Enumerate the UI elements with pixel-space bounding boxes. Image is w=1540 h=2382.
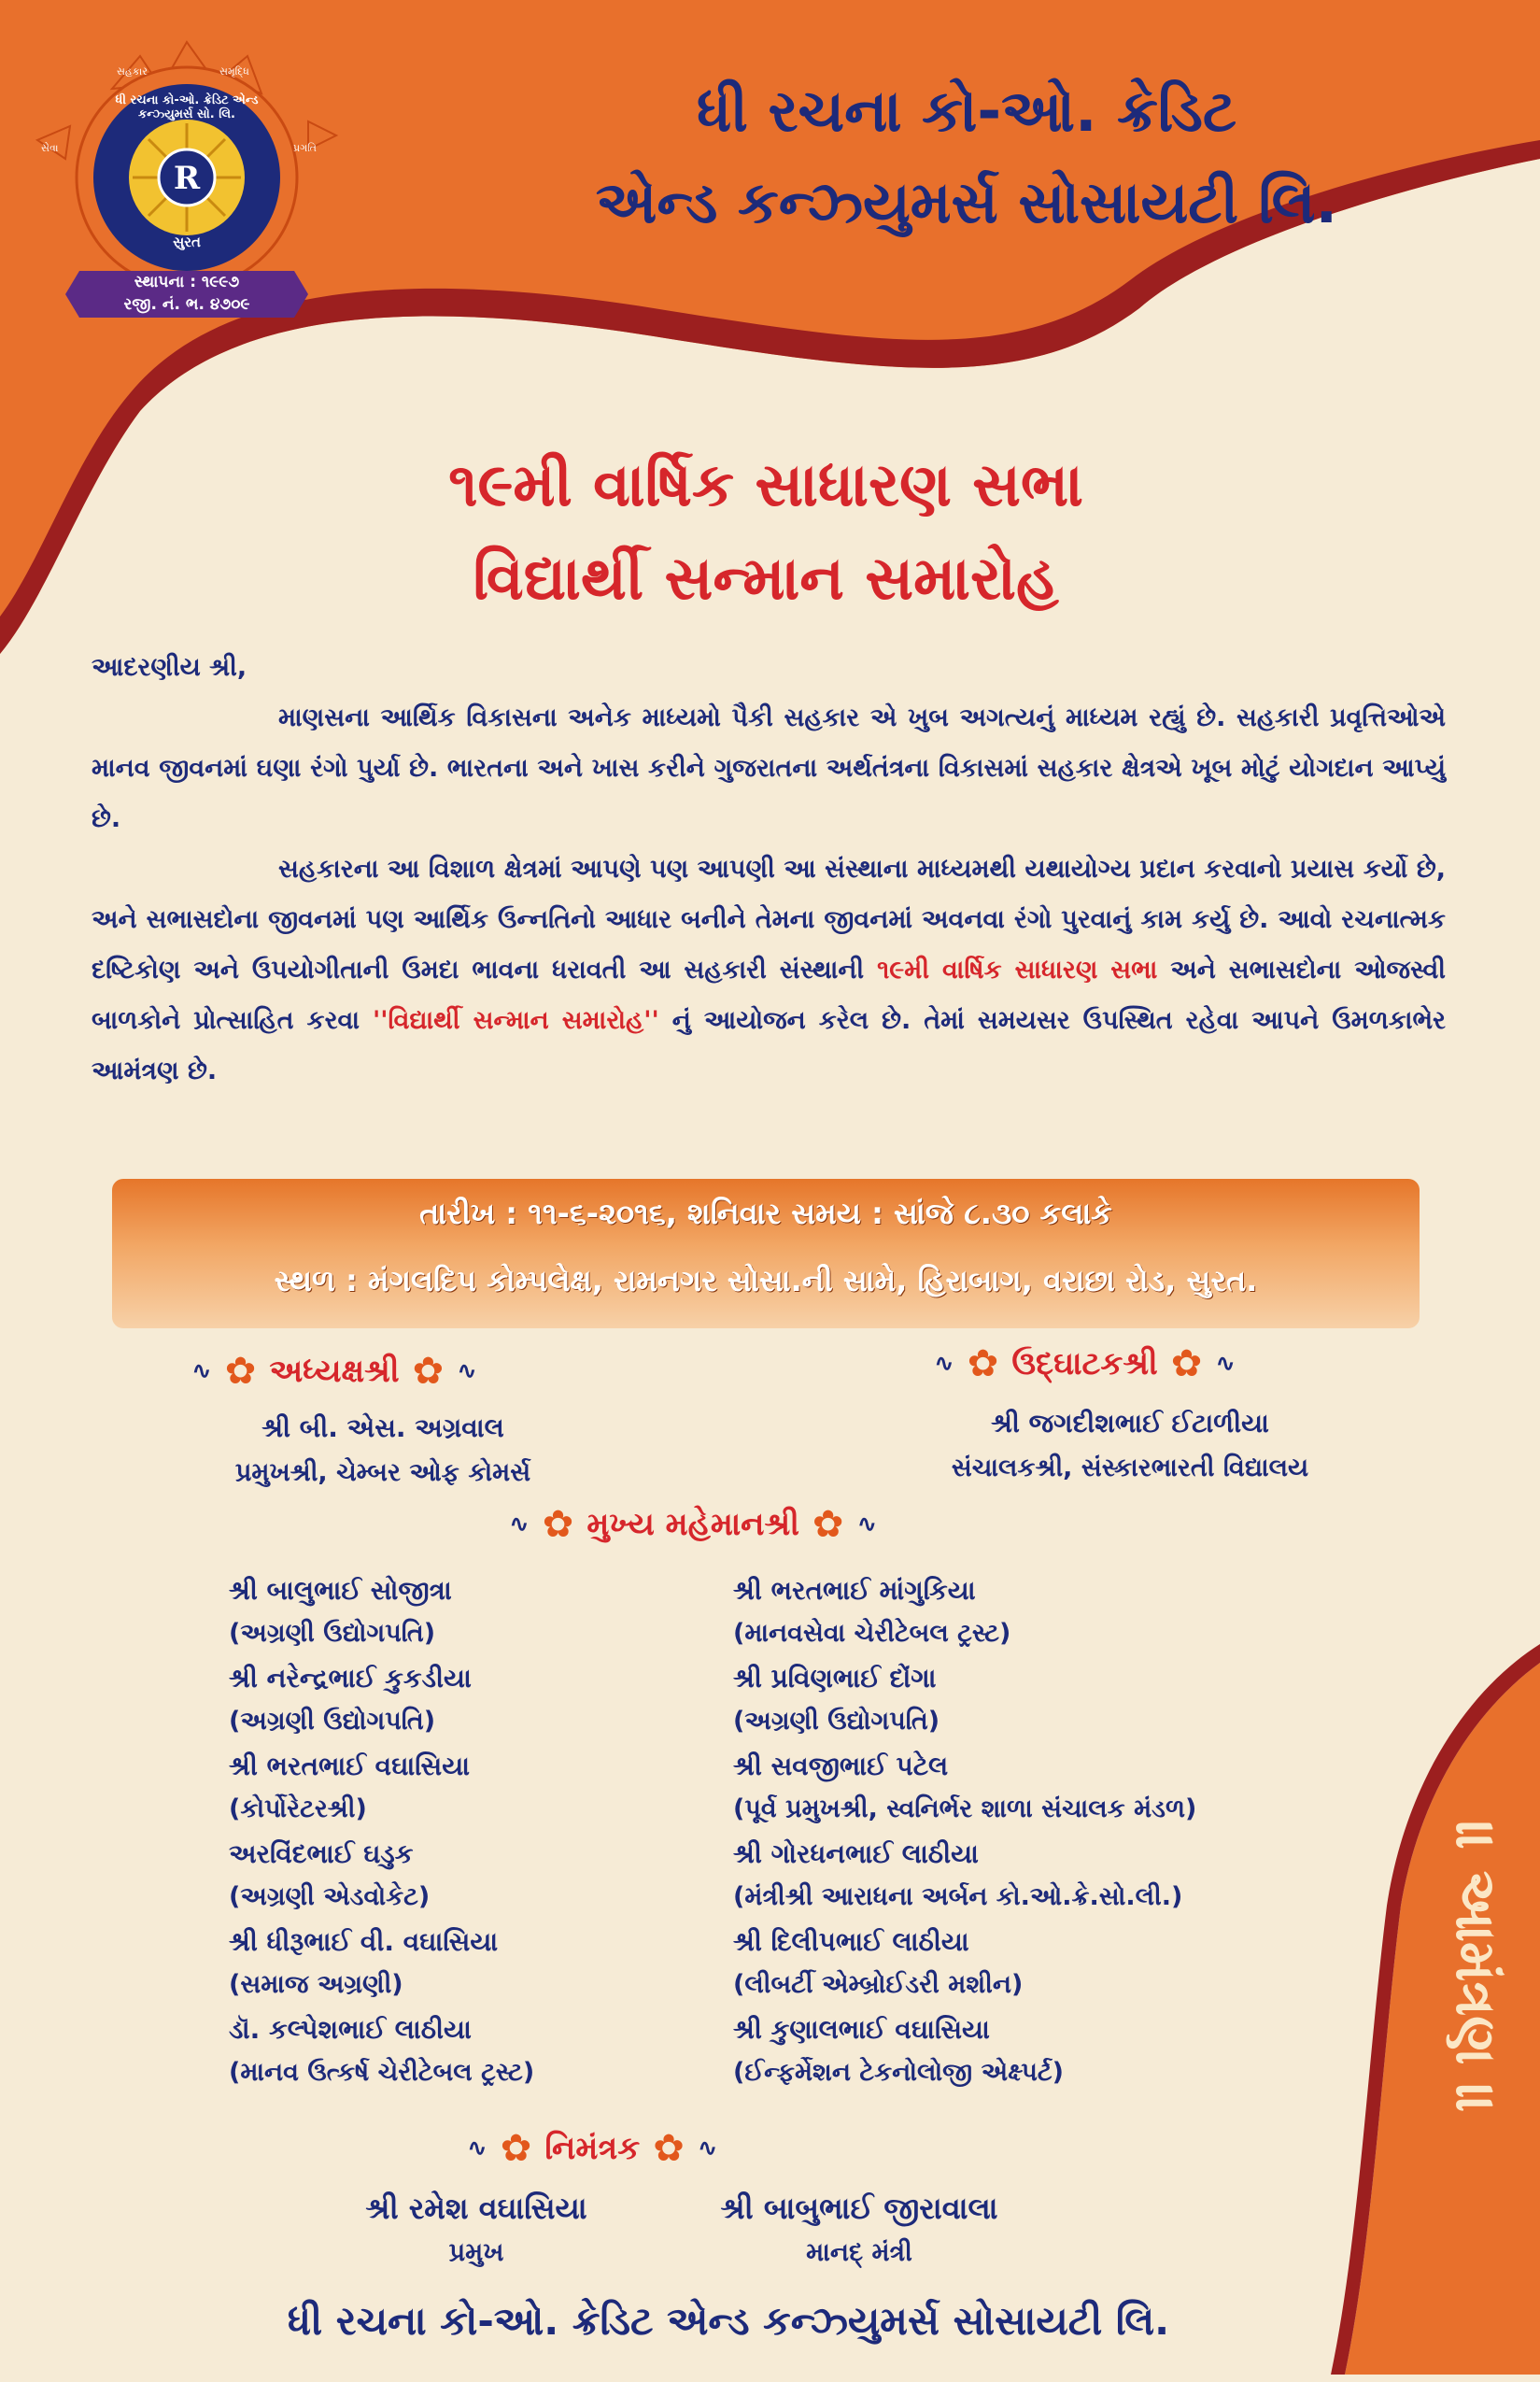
logo-city: સુરત [173, 234, 201, 250]
guest-name: શ્રી સવજીભાઈ પટેલ [733, 1751, 949, 1781]
logo-letter: R [173, 160, 201, 197]
guest-name: શ્રી બાલુભાઈ સોજીત્રા [229, 1575, 452, 1606]
swirl-icon: ∿ [1215, 1350, 1236, 1378]
guest-desc: (સમાજ અગ્રણી) [229, 1970, 403, 1999]
guest-desc: (મંત્રીશ્રી આરાધના અર્બન કો.ઓ.ક્રે.સો.લી.) [733, 1882, 1183, 1911]
inviter-title: પ્રમુખ [448, 2238, 504, 2267]
guest-name: શ્રી દિલીપભાઈ લાઠીયા [733, 1926, 969, 1957]
guest-item [733, 1745, 1331, 1831]
flower-icon: ✿ [653, 2127, 685, 2170]
guest-name: શ્રી કુણાલભાઈ વઘાસિયા [733, 2014, 990, 2045]
swirl-icon: ∿ [509, 1510, 530, 1538]
guest-item [229, 2008, 714, 2094]
logo-petal-2: સમૃદ્ધિ [219, 65, 249, 78]
guest-desc: (અગ્રણી ઉદ્યોગપતિ) [733, 1707, 940, 1736]
logo-petal-3: સેવા [41, 142, 59, 154]
flower-icon: ✿ [224, 1350, 257, 1393]
president-heading-label: અધ્યક્ષશ્રી [269, 1353, 400, 1390]
inaugurator-heading [934, 1342, 1236, 1385]
footer-organization-name: ધી રચના કો-ઓ. ક્રેડિટ એન્ડ કન્ઝ્યુમર્સ સોસાયટી લિ. [287, 2298, 1170, 2344]
event-datetime: તારીખ : ૧૧-૬-૨૦૧૬, શનિવાર સમય : સાંજે ૮.૩૦ કલાકે [419, 1196, 1112, 1231]
header-title [448, 65, 1485, 248]
guest-name: શ્રી ભરતભાઈ માંગુકિયા [733, 1575, 976, 1606]
guest-item [229, 1657, 714, 1743]
swirl-icon: ∿ [191, 1357, 212, 1385]
guest-item [733, 1921, 1331, 2006]
inviters-heading [467, 2127, 718, 2170]
letter-paragraph-2-c: નું આયોજન કરેલ છે. તેમાં સમયસર ઉપસ્થિત રહેવા આપને ઉમળકાભેર આમંત્રણ છે. [92, 1006, 1446, 1085]
flower-icon: ✿ [542, 1503, 574, 1546]
guest-item [733, 1657, 1331, 1743]
president-heading [191, 1350, 477, 1393]
letter-paragraph-2 [92, 844, 1446, 1097]
chief-guests-right [733, 1569, 1331, 2096]
logo-ring-text: ધી રચના કો-ઓ. ક્રેડિટ એન્ડ કન્ઝ્યુમર્સ સો. લિ. [115, 93, 259, 121]
header-line-2: એન્ડ કન્ઝ્યુમર્સ સોસાયટી લિ. [595, 168, 1338, 236]
event-titles [187, 439, 1345, 626]
guest-name: ડૉ. કલ્પેશભાઈ લાઠીયા [229, 2014, 472, 2045]
inaugurator-heading-label: ઉદ્‌ઘાટકશ્રી [1011, 1345, 1158, 1382]
logo-petal-4: પ્રગતિ [293, 142, 317, 154]
guest-desc: (માનવ ઉત્કર્ષ ચેરીટેબલ ટ્રસ્ટ) [229, 2058, 535, 2087]
guest-item [733, 1569, 1331, 1655]
guest-desc: (અગ્રણી ઉદ્યોગપતિ) [229, 1707, 436, 1736]
logo-reg-no: રજી. નં. ભ. ૪૭૦૯ [123, 295, 250, 314]
event-details-band [112, 1179, 1420, 1328]
highlight-agm: ૧૯મી વાર્ષિક સાધારણ સભા [877, 956, 1158, 985]
guest-name: શ્રી નરેન્દ્રભાઈ કુકડીયા [229, 1663, 472, 1694]
guest-name: શ્રી ભરતભાઈ વઘાસિયા [229, 1751, 471, 1781]
guest-name: શ્રી પ્રવિણભાઈ દોંગા [733, 1663, 937, 1694]
guest-name: શ્રી ધીરૂભાઈ વી. વઘાસિયા [229, 1926, 499, 1957]
event-title-felicitation: વિદ્યાર્થી સન્માન સમારોહ [473, 545, 1059, 614]
president-block [168, 1406, 598, 1496]
inaugurator-name: શ્રી જગદીશભાઈ ઈટાળીયા [991, 1408, 1269, 1439]
swirl-icon: ∿ [856, 1510, 878, 1538]
chief-guests-left [229, 1569, 714, 2096]
chief-guests-heading-label: મુખ્ય મહેમાનશ્રી [586, 1506, 799, 1543]
logo-founded: સ્થાપના : ૧૯૯૭ [134, 273, 240, 291]
guest-desc: (માનવસેવા ચેરીટેબલ ટ્રસ્ટ) [733, 1619, 1011, 1648]
guest-desc: (અગ્રણી એડવોકેટ) [229, 1882, 431, 1911]
header-line-1: ધી રચના કો-ઓ. ક્રેડિટ [696, 77, 1237, 145]
highlight-felicitation: ''વિદ્યાર્થી સન્માન સમારોહ'' [372, 1006, 659, 1035]
president-desc: પ્રમુખશ્રી, ચેમ્બર ઓફ કોમર્સ [234, 1458, 531, 1487]
guest-item [229, 1745, 714, 1831]
side-invitation-text: ॥ આમંત્રણ ॥ [1443, 1822, 1508, 2115]
inviter-name: શ્રી રમેશ વઘાસિયા [365, 2191, 587, 2226]
inviters-heading-label: નિમંત્રક [544, 2130, 641, 2167]
guest-desc: (કોર્પોરેટરશ્રી) [229, 1794, 367, 1823]
inaugurator-block [897, 1401, 1363, 1491]
salutation: આદરણીય શ્રી, [92, 653, 247, 682]
guest-item [229, 1833, 714, 1919]
swirl-icon: ∿ [467, 2134, 487, 2162]
flower-icon: ✿ [812, 1503, 844, 1546]
swirl-icon: ∿ [934, 1350, 954, 1378]
guest-desc: (પૂર્વ પ્રમુખશ્રી, સ્વનિર્ભર શાળા સંચાલક મંડળ) [733, 1794, 1197, 1823]
letter-paragraph-2-a: સહકારના આ વિશાળ ક્ષેત્રમાં આપણે પણ આપણી આ સંસ્થાના માધ્યમથી યથાયોગ્ય પ્રદાન કરવાનો પ્રયાસ કર્યો છે, અને સભાસદોના જીવનમાં પણ આર્થિક ઉન્નતિનો આધાર બનીને તેમના જીવનમાં અવનવા રંગો પુરવાનું કામ કર્યુ છે. આવો રચનાત્મક દષ્ટિકોણ અને ઉપયોગીતાની ઉમદા ભાવના ધરાવતી આ સહકારી સંસ્થાની [92, 855, 1446, 985]
event-venue: સ્થળ : મંગલદિપ કોમ્પલેક્ષ, રામનગર સોસા.ની સામે, હિરાબાગ, વરાછા રોડ, સુરત. [274, 1263, 1258, 1298]
guest-item [229, 1921, 714, 2006]
guest-item [733, 1833, 1331, 1919]
guest-desc: (ઈન્ફર્મેશન ટેકનોલોજી એક્ષ્પર્ટ) [733, 2058, 1064, 2087]
president-name: શ્રી બી. એસ. અગ્રવાલ [261, 1412, 504, 1443]
chief-guests-heading [509, 1503, 878, 1546]
inviter-secretary [663, 2186, 1055, 2276]
flower-icon: ✿ [500, 2127, 532, 2170]
flower-icon: ✿ [412, 1350, 445, 1393]
letter-paragraph-1: માણસના આર્થિક વિકાસના અનેક માધ્યમો પૈકી સહકાર એ ખુબ અગત્યનું માધ્યમ રહ્યું છે. સહકારી પ્રવૃત્તિઓએ માનવ જીવનમાં ઘણા રંગો પુર્યા છે. ભારતના અને ખાસ કરીને ગુજરાતના અર્થતંત્રના વિકાસમાં સહકાર ક્ષેત્રએ ખૂબ મોટું યોગદાન આપ્યું છે. [92, 703, 1446, 833]
guest-item [229, 1569, 714, 1655]
event-title-agm: ૧૯મી વાર્ષિક સાધારણ સભા [448, 451, 1083, 520]
flower-icon: ✿ [967, 1342, 999, 1385]
guest-item [733, 2008, 1331, 2094]
society-logo [28, 37, 346, 318]
guest-desc: (અગ્રણી ઉદ્યોગપતિ) [229, 1619, 436, 1648]
inaugurator-desc: સંચાલકશ્રી, સંસ્કારભારતી વિદ્યાલય [951, 1453, 1309, 1482]
guest-desc: (લીબર્ટી એમ્બ્રોઈડરી મશીન) [733, 1970, 1024, 1999]
flower-icon: ✿ [1170, 1342, 1203, 1385]
inviter-president [308, 2186, 644, 2276]
guest-name: અરવિંદભાઈ ઘડુક [229, 1838, 414, 1869]
inviter-title: માનદ્ મંત્રી [806, 2238, 912, 2267]
swirl-icon: ∿ [457, 1357, 477, 1385]
inviter-name: શ્રી બાબુભાઈ જીરાવાલા [720, 2191, 998, 2226]
swirl-icon: ∿ [697, 2134, 718, 2162]
invitation-letter [92, 643, 1446, 1097]
logo-petal-1: સહકાર [117, 65, 148, 78]
letter-paragraph-2-b: અને સભાસદોના ઓજસ્વી બાળકોને પ્રોત્સાહિત કરવા [92, 956, 1446, 1035]
guest-name: શ્રી ગોરધનભાઈ લાઠીયા [733, 1838, 979, 1869]
